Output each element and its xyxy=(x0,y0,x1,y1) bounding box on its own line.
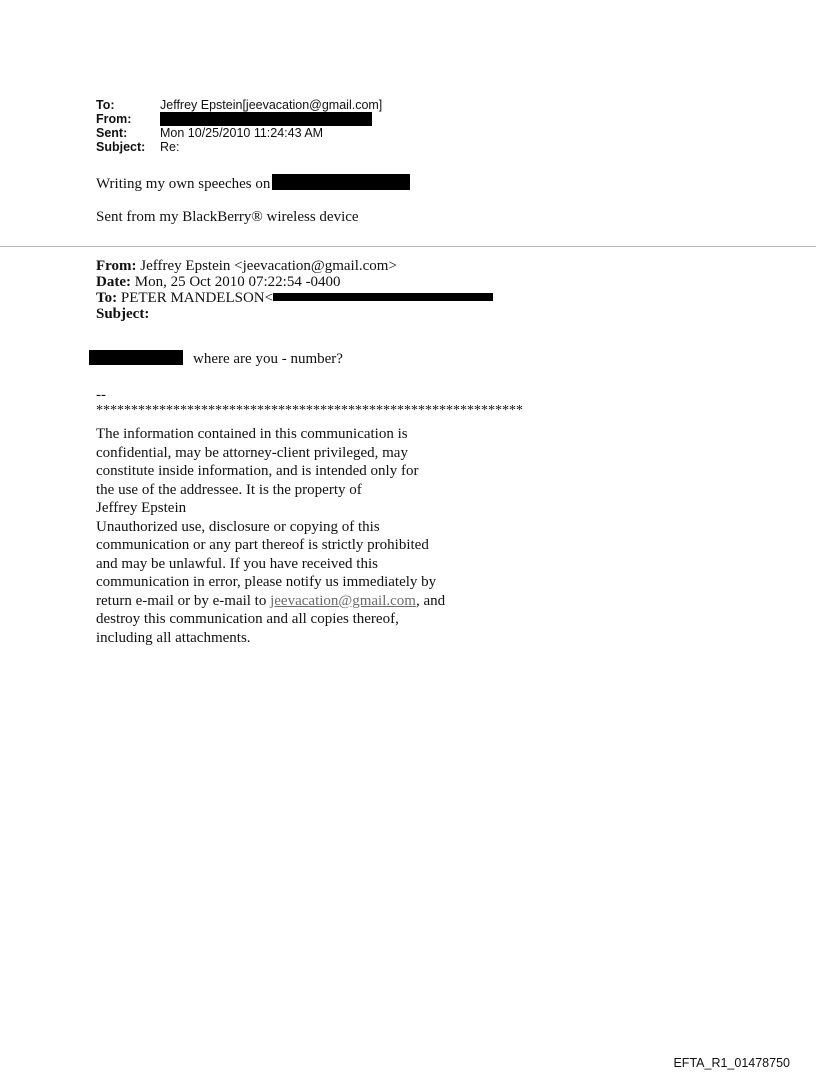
subject-label: Subject: xyxy=(96,140,146,154)
document-id: EFTA_R1_01478750 xyxy=(673,1056,790,1070)
divider xyxy=(0,246,816,247)
redaction-box xyxy=(160,112,372,126)
disclaimer-line: confidential, may be attorney-client privileged, may xyxy=(96,444,408,461)
to-value: Jeffrey Epstein[jeevacation@gmail.com] xyxy=(160,98,383,112)
disclaimer-line: Unauthorized use, disclosure or copying of this xyxy=(96,518,380,535)
fwd-date-label: Date: xyxy=(96,274,131,290)
fwd-subject-row xyxy=(96,306,493,322)
header-to-row xyxy=(96,98,382,112)
disclaimer-text: return e-mail or by e-mail to xyxy=(96,592,271,609)
separator-stars: ************************************************************* xyxy=(96,403,523,418)
separator-dashes: -- xyxy=(96,387,106,403)
sent-label: Sent: xyxy=(96,126,128,140)
disclaimer-line xyxy=(96,592,445,611)
subject-value: Re: xyxy=(160,140,180,154)
disclaimer-line: constitute inside information, and is intended only for xyxy=(96,463,419,479)
disclaimer-line: communication in error, please notify us immediately by xyxy=(96,574,437,590)
sent-value: Mon 10/25/2010 11:24:43 AM xyxy=(160,126,324,140)
fwd-to-label: To: xyxy=(96,290,118,306)
fwd-date-row xyxy=(96,274,493,290)
redaction-box xyxy=(273,293,493,301)
redaction-box xyxy=(272,174,410,190)
disclaimer-line: Jeffrey Epstein xyxy=(96,500,187,516)
disclaimer xyxy=(96,425,445,647)
redaction-box xyxy=(89,350,183,365)
reply-signature: Sent from my BlackBerry® wireless device xyxy=(96,209,359,225)
reply-text: Writing my own speeches on xyxy=(96,176,271,192)
to-label: To: xyxy=(96,98,115,112)
message-text: where are you - number? xyxy=(193,351,343,367)
fwd-to-row xyxy=(96,290,493,306)
fwd-from-value: Jeffrey Epstein <jeevacation@gmail.com> xyxy=(136,258,397,274)
from-label: From: xyxy=(96,112,132,126)
fwd-to-value: PETER MANDELSON< xyxy=(117,290,274,306)
reply-line xyxy=(96,174,410,193)
forwarded-message xyxy=(89,350,343,368)
header-from-row xyxy=(96,112,382,126)
disclaimer-line: and may be unlawful. If you have received this xyxy=(96,555,378,572)
fwd-date-value: Mon, 25 Oct 2010 07:22:54 -0400 xyxy=(130,274,341,290)
forwarded-header xyxy=(96,258,493,322)
disclaimer-line: including all attachments. xyxy=(96,629,251,646)
disclaimer-line: The information contained in this communication is xyxy=(96,426,408,442)
header-sent-row xyxy=(96,126,382,140)
header-subject-row xyxy=(96,140,382,154)
fwd-from-label: From: xyxy=(96,258,137,274)
disclaimer-line: communication or any part thereof is strictly prohibited xyxy=(96,537,429,553)
email-header xyxy=(96,98,382,154)
fwd-subject-label: Subject: xyxy=(96,306,150,322)
disclaimer-line: destroy this communication and all copies thereof, xyxy=(96,611,399,627)
email-link[interactable]: jeevacation@gmail.com xyxy=(270,592,416,609)
disclaimer-line: the use of the addressee. It is the property of xyxy=(96,481,362,498)
fwd-from-row xyxy=(96,258,493,274)
disclaimer-text: , and xyxy=(415,592,446,609)
